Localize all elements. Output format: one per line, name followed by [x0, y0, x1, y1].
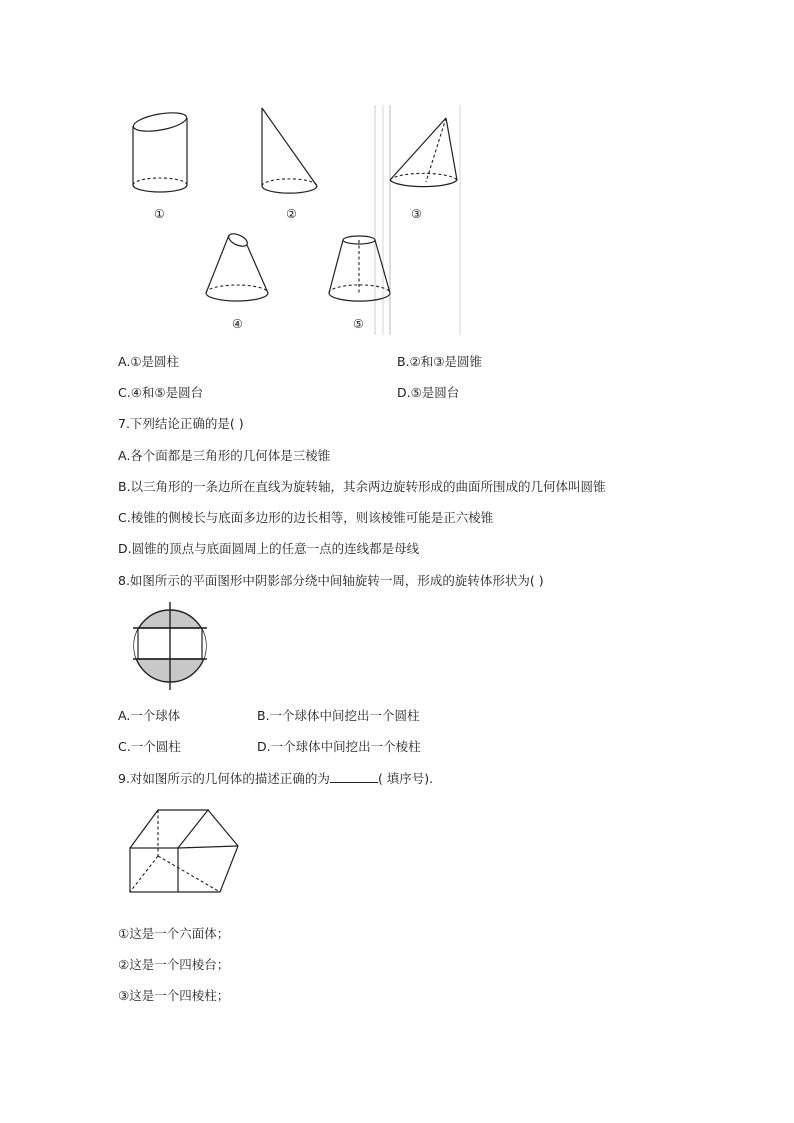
q6-option-a: A.①是圆柱: [118, 354, 180, 369]
q6-option-d: D.⑤是圆台: [397, 385, 460, 400]
solid-2-cone: [262, 108, 317, 193]
answer-blank: [330, 770, 378, 783]
q9-statement-2: ②这是一个四棱台；: [118, 957, 230, 972]
q6-option-b: B.②和③是圆锥: [397, 354, 482, 369]
q9-statement-1: ①这是一个六面体；: [118, 926, 230, 941]
q8-stem: 8.如图所示的平面图形中阴影部分绕中间轴旋转一周，形成的旋转体形状为( ): [118, 573, 544, 588]
figure-label-5: ⑤: [353, 317, 364, 331]
solid-5-frustum: [329, 236, 390, 301]
q7-stem: 7.下列结论正确的是( ): [118, 416, 244, 431]
q9-stem: [118, 770, 433, 787]
solid-3-cone: [390, 118, 457, 187]
q8-option-d: D.一个球体中间挖出一个棱柱: [257, 739, 421, 754]
q8-option-b: B.一个球体中间挖出一个圆柱: [257, 708, 420, 723]
q7-option-c: C.棱锥的侧棱长与底面多边形的边长相等，则该棱锥可能是正六棱锥: [118, 510, 494, 525]
solids-figure: [110, 100, 470, 340]
q9-stem-suffix: ( 填序号).: [377, 771, 434, 786]
q9-stem-text: 9.对如图所示的几何体的描述正确的为: [118, 771, 330, 786]
q6-option-c: C.④和⑤是圆台: [118, 385, 204, 400]
q8-option-c: C.一个圆柱: [118, 739, 181, 754]
figure-label-3: ③: [411, 207, 422, 221]
q9-figure: [122, 800, 247, 898]
q8-option-a: A.一个球体: [118, 708, 181, 723]
solid-4-cut-cone: [206, 231, 268, 301]
solid-1-cut-cylinder: [132, 109, 188, 192]
q7-option-d: D.圆锥的顶点与底面圆周上的任意一点的连线都是母线: [118, 541, 420, 556]
q7-option-a: A.各个面都是三角形的几何体是三棱锥: [118, 448, 331, 463]
figure-label-1: ①: [154, 207, 165, 221]
figure-label-4: ④: [232, 317, 243, 331]
q8-figure: [120, 600, 220, 692]
figure-label-2: ②: [286, 207, 297, 221]
q9-statement-3: ③这是一个四棱柱；: [118, 988, 230, 1003]
q7-option-b: B.以三角形的一条边所在直线为旋转轴，其余两边旋转形成的曲面所围成的几何体叫圆锥: [118, 479, 606, 494]
